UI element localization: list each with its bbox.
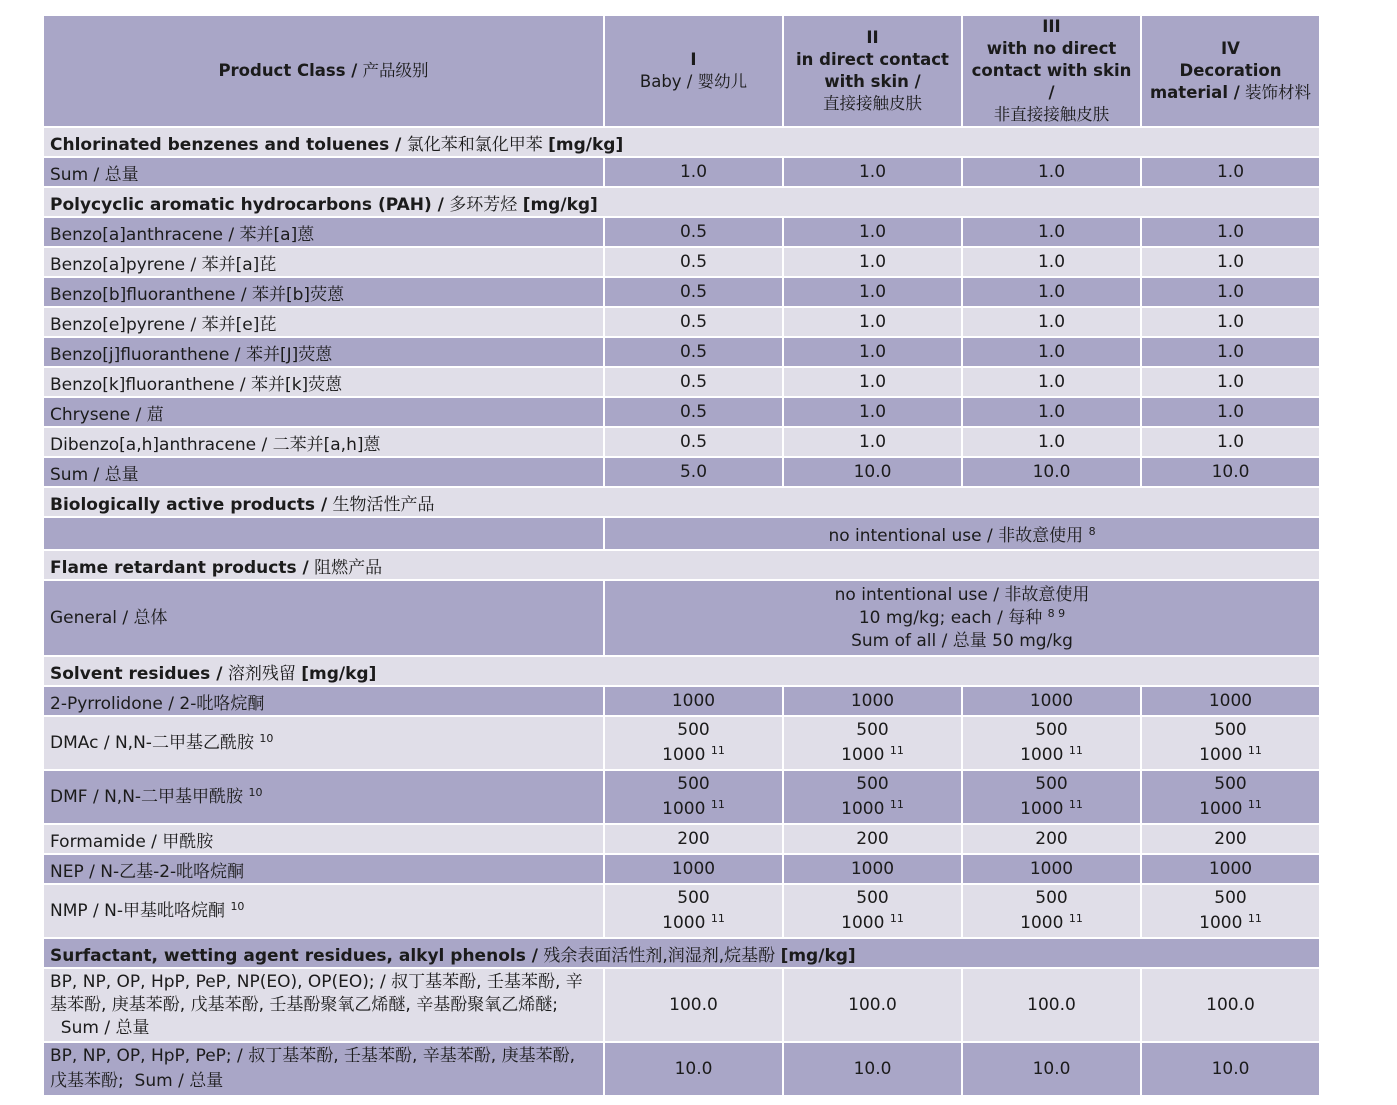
section-flame-retardant: Flame retardant products / 阻燃产品: [43, 550, 1320, 580]
table-row: Sum / 总量 1.0 1.0 1.0 1.0: [43, 157, 1320, 187]
section-pah: Polycyclic aromatic hydrocarbons (PAH) / 多环芳烃 [mg/kg]: [43, 187, 1320, 217]
table-row: Benzo[a]anthracene / 苯并[a]蒽 0.5 1.0 1.0 1.0: [43, 217, 1320, 247]
section-solvent-residues: Solvent residues / 溶剂残留 [mg/kg]: [43, 656, 1320, 686]
header-product-class: Product Class / 产品级别: [43, 15, 604, 127]
table-row: Sum / 总量 5.0 10.0 10.0 10.0: [43, 457, 1320, 487]
table-row: Benzo[b]fluoranthene / 苯并[b]荧蒽 0.5 1.0 1.0 1.0: [43, 277, 1320, 307]
header-row: [43, 15, 1320, 127]
table-row: DMF / N,N-二甲基甲酰胺 $^{10}$ 500 1000 $^{11}$ 500 1000 $^{11}$ 500 1000 $^{11}$ 500 1000 $^{11}$: [43, 770, 1320, 824]
header-class-ii: II in direct contact with skin / 直接接触皮肤: [783, 15, 962, 127]
section-chlorinated: Chlorinated benzenes and toluenes / 氯化苯和氯化甲苯 [mg/kg]: [43, 127, 1320, 157]
table-row: BP, NP, OP, HpP, PeP, NP(EO), OP(EO); / 叔丁基苯酚, 壬基苯酚, 辛 基苯酚, 庚基苯酚, 戊基苯酚, 壬基酚聚氧乙烯醚, 辛基酚聚氧乙烯醚; Sum / 总量 100.0 100.0 100.0 100.0: [43, 968, 1320, 1042]
table-row: General / 总体 no intentional use / 非故意使用 10 mg/kg; each / 每种 $^{8 9}$ Sum of all / 总量 50 mg/kg: [43, 580, 1320, 656]
header-class-iii: III with no direct contact with skin / 非直接接触皮肤: [962, 15, 1141, 127]
table-row: Dibenzo[a,h]anthracene / 二苯并[a,h]蒽 0.5 1.0 1.0 1.0: [43, 427, 1320, 457]
table-row: no intentional use / 非故意使用 $^8$: [43, 517, 1320, 550]
table-row: 2-Pyrrolidone / 2-吡咯烷酮 1000 1000 1000 1000: [43, 686, 1320, 716]
table-row: DMAc / N,N-二甲基乙酰胺 $^{10}$ 500 1000 $^{11}$ 500 1000 $^{11}$ 500 1000 $^{11}$ 500 1000 $^{11}$: [43, 716, 1320, 770]
section-biologically-active: Biologically active products / 生物活性产品: [43, 487, 1320, 517]
header-class-iv: IV Decoration material / 装饰材料: [1141, 15, 1320, 127]
limit-values-table: [42, 14, 1321, 1097]
table-row: Benzo[j]fluoranthene / 苯并[J]荧蒽 0.5 1.0 1.0 1.0: [43, 337, 1320, 367]
table-row: Benzo[a]pyrene / 苯并[a]芘 0.5 1.0 1.0 1.0: [43, 247, 1320, 277]
table-row: Benzo[e]pyrene / 苯并[e]芘 0.5 1.0 1.0 1.0: [43, 307, 1320, 337]
table-row: Benzo[k]fluoranthene / 苯并[k]荧蒽 0.5 1.0 1.0 1.0: [43, 367, 1320, 397]
table-row: Formamide / 甲酰胺 200 200 200 200: [43, 824, 1320, 854]
table-row: NMP / N-甲基吡咯烷酮 $^{10}$ 500 1000 $^{11}$ 500 1000 $^{11}$ 500 1000 $^{11}$ 500 1000 $^{11}$: [43, 884, 1320, 938]
table-row: BP, NP, OP, HpP, PeP; / 叔丁基苯酚, 壬基苯酚, 辛基苯酚, 庚基苯酚, 戊基苯酚; Sum / 总量 10.0 10.0 10.0 10.0: [43, 1042, 1320, 1096]
table-row: Chrysene / 䓛 0.5 1.0 1.0 1.0: [43, 397, 1320, 427]
header-class-i: I Baby / 婴幼儿: [604, 15, 783, 127]
table-row: NEP / N-乙基-2-吡咯烷酮 1000 1000 1000 1000: [43, 854, 1320, 884]
section-surfactant: Surfactant, wetting agent residues, alkyl phenols / 残余表面活性剂,润湿剂,烷基酚 [mg/kg]: [43, 938, 1320, 968]
